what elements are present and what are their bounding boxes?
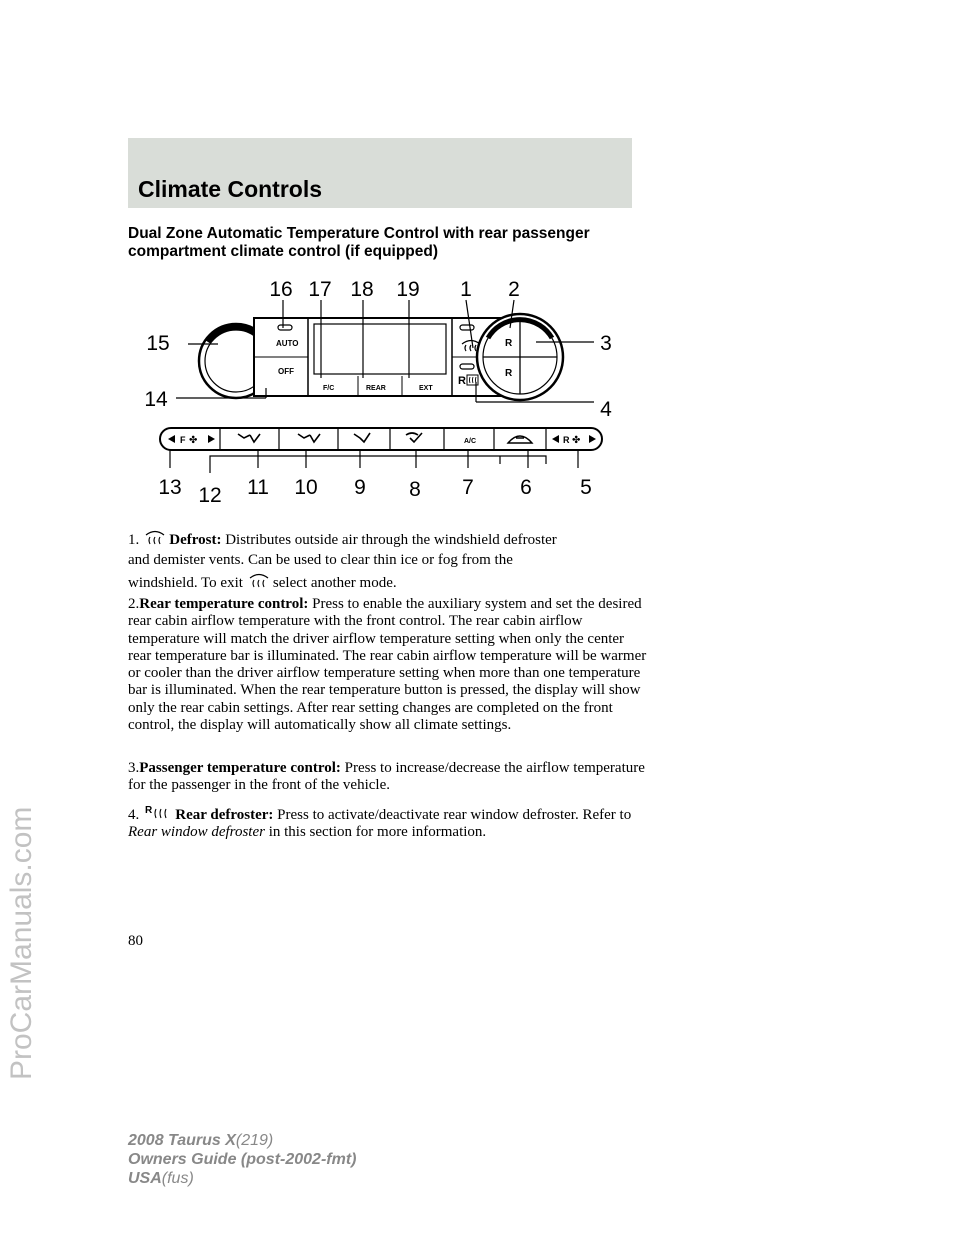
footer-line-3	[128, 1169, 356, 1188]
auto-button-label: AUTO	[276, 339, 299, 348]
footer-model-code: (219)	[235, 1132, 274, 1149]
off-button-label: OFF	[278, 367, 294, 376]
front-fan-f-label: F	[180, 435, 186, 445]
watermark: ProCarManuals.com	[5, 806, 38, 1080]
item-rear-defroster	[128, 803, 648, 842]
callout-8: 8	[409, 478, 421, 501]
item-number: 1.	[128, 532, 140, 548]
footer-line-2: Owners Guide (post-2002-fmt)	[128, 1151, 357, 1168]
item-text: Press to activate/deactivate rear window	[277, 807, 519, 823]
item-reference: Rear window defroster	[128, 824, 265, 841]
item-text: Press to increase/decrease the airflow temperature for the passenger in the front of the vehicle.	[128, 760, 645, 794]
footer-line-1	[128, 1131, 356, 1150]
callout-2: 2	[508, 278, 520, 301]
item-text: defroster. Refer to	[522, 807, 632, 823]
ac-button-label: A/C	[464, 438, 477, 445]
item-label: Rear temperature control:	[139, 596, 309, 612]
footer	[128, 1131, 356, 1188]
item-number: 4.	[128, 807, 140, 823]
ext-button-label: EXT	[419, 385, 433, 392]
item-label: Passenger temperature control:	[139, 760, 341, 776]
footer-market: USA	[128, 1170, 162, 1187]
callout-10: 10	[294, 476, 318, 499]
item-text: Press to enable the auxiliary system and set the desired rear cabin airflow temperature with the front control. The rear cabin airflow temperature will match the driver airflow temperature setting when only the center rear temperature bar is illuminated. The rear cabin airflow temperature will be warmer or cooler than the driver airflow temperature setting when more than one temperature bar is illuminated. When the rear temperature button is pressed, the display will show only the rear cabin settings. After rear setting changes are completed on the front control, the display will automatically show all climate settings.	[128, 596, 647, 734]
item-defrost-line-3	[128, 573, 648, 592]
rear-defroster-r-label: R	[458, 375, 466, 387]
item-text: in this section for more information.	[268, 824, 487, 841]
section-title-line-1: Dual Zone Automatic Temperature Control with rear passenger	[128, 225, 590, 242]
knob-r-lower-label: R	[505, 368, 513, 379]
section-title-line-2: compartment climate control (if equipped)	[128, 243, 439, 260]
callout-3: 3	[600, 332, 612, 355]
item-number: 2.	[128, 596, 140, 612]
callout-11: 11	[247, 476, 269, 499]
item-text: select another mode.	[272, 574, 397, 591]
item-passenger-temperature-control	[128, 760, 648, 795]
callout-15: 15	[146, 332, 170, 355]
rear-fan-r-label: R	[563, 435, 570, 445]
page-title: Climate Controls	[138, 176, 323, 202]
callout-19: 19	[396, 278, 420, 301]
item-text: Distributes outside air through the windshield defroster	[225, 532, 557, 548]
rear-defroster-icon	[145, 803, 171, 821]
defrost-icon	[145, 530, 165, 546]
callout-9: 9	[354, 476, 366, 499]
defrost-icon	[249, 573, 269, 589]
item-label: Defrost:	[169, 532, 222, 548]
callout-13: 13	[158, 476, 182, 499]
item-defrost	[128, 530, 648, 592]
knob-r-upper-label: R	[505, 338, 513, 349]
fan-icon: ✤	[189, 435, 198, 446]
rear-button-label: REAR	[366, 385, 386, 392]
item-text: windshield. To exit	[128, 574, 243, 591]
item-label: Rear defroster:	[175, 807, 274, 823]
item-rear-temperature-control	[128, 596, 648, 734]
svg-text:R: R	[145, 805, 153, 816]
section-title	[128, 225, 648, 261]
item-defrost-line-2: and demister vents. Can be used to clear thin ice or fog from the	[128, 552, 513, 569]
callout-1: 1	[460, 278, 472, 301]
passenger-temperature-knob	[477, 314, 563, 400]
callout-14: 14	[144, 388, 168, 411]
footer-market-code: (fus)	[161, 1170, 194, 1187]
climate-control-diagram	[138, 268, 638, 516]
callout-12: 12	[198, 484, 222, 507]
fc-button-label: F/C	[323, 385, 335, 392]
item-defrost-line-1	[128, 530, 648, 549]
footer-model: 2008 Taurus X	[128, 1132, 236, 1149]
callout-6: 6	[520, 476, 532, 499]
callout-18: 18	[350, 278, 374, 301]
callout-4: 4	[600, 398, 612, 421]
callout-17: 17	[308, 278, 332, 301]
fan-icon: ✤	[572, 435, 581, 446]
callout-7: 7	[462, 476, 474, 499]
callout-5: 5	[580, 476, 592, 499]
item-number: 3.	[128, 760, 140, 776]
page-number: 80	[128, 933, 143, 949]
callout-16: 16	[269, 278, 293, 301]
